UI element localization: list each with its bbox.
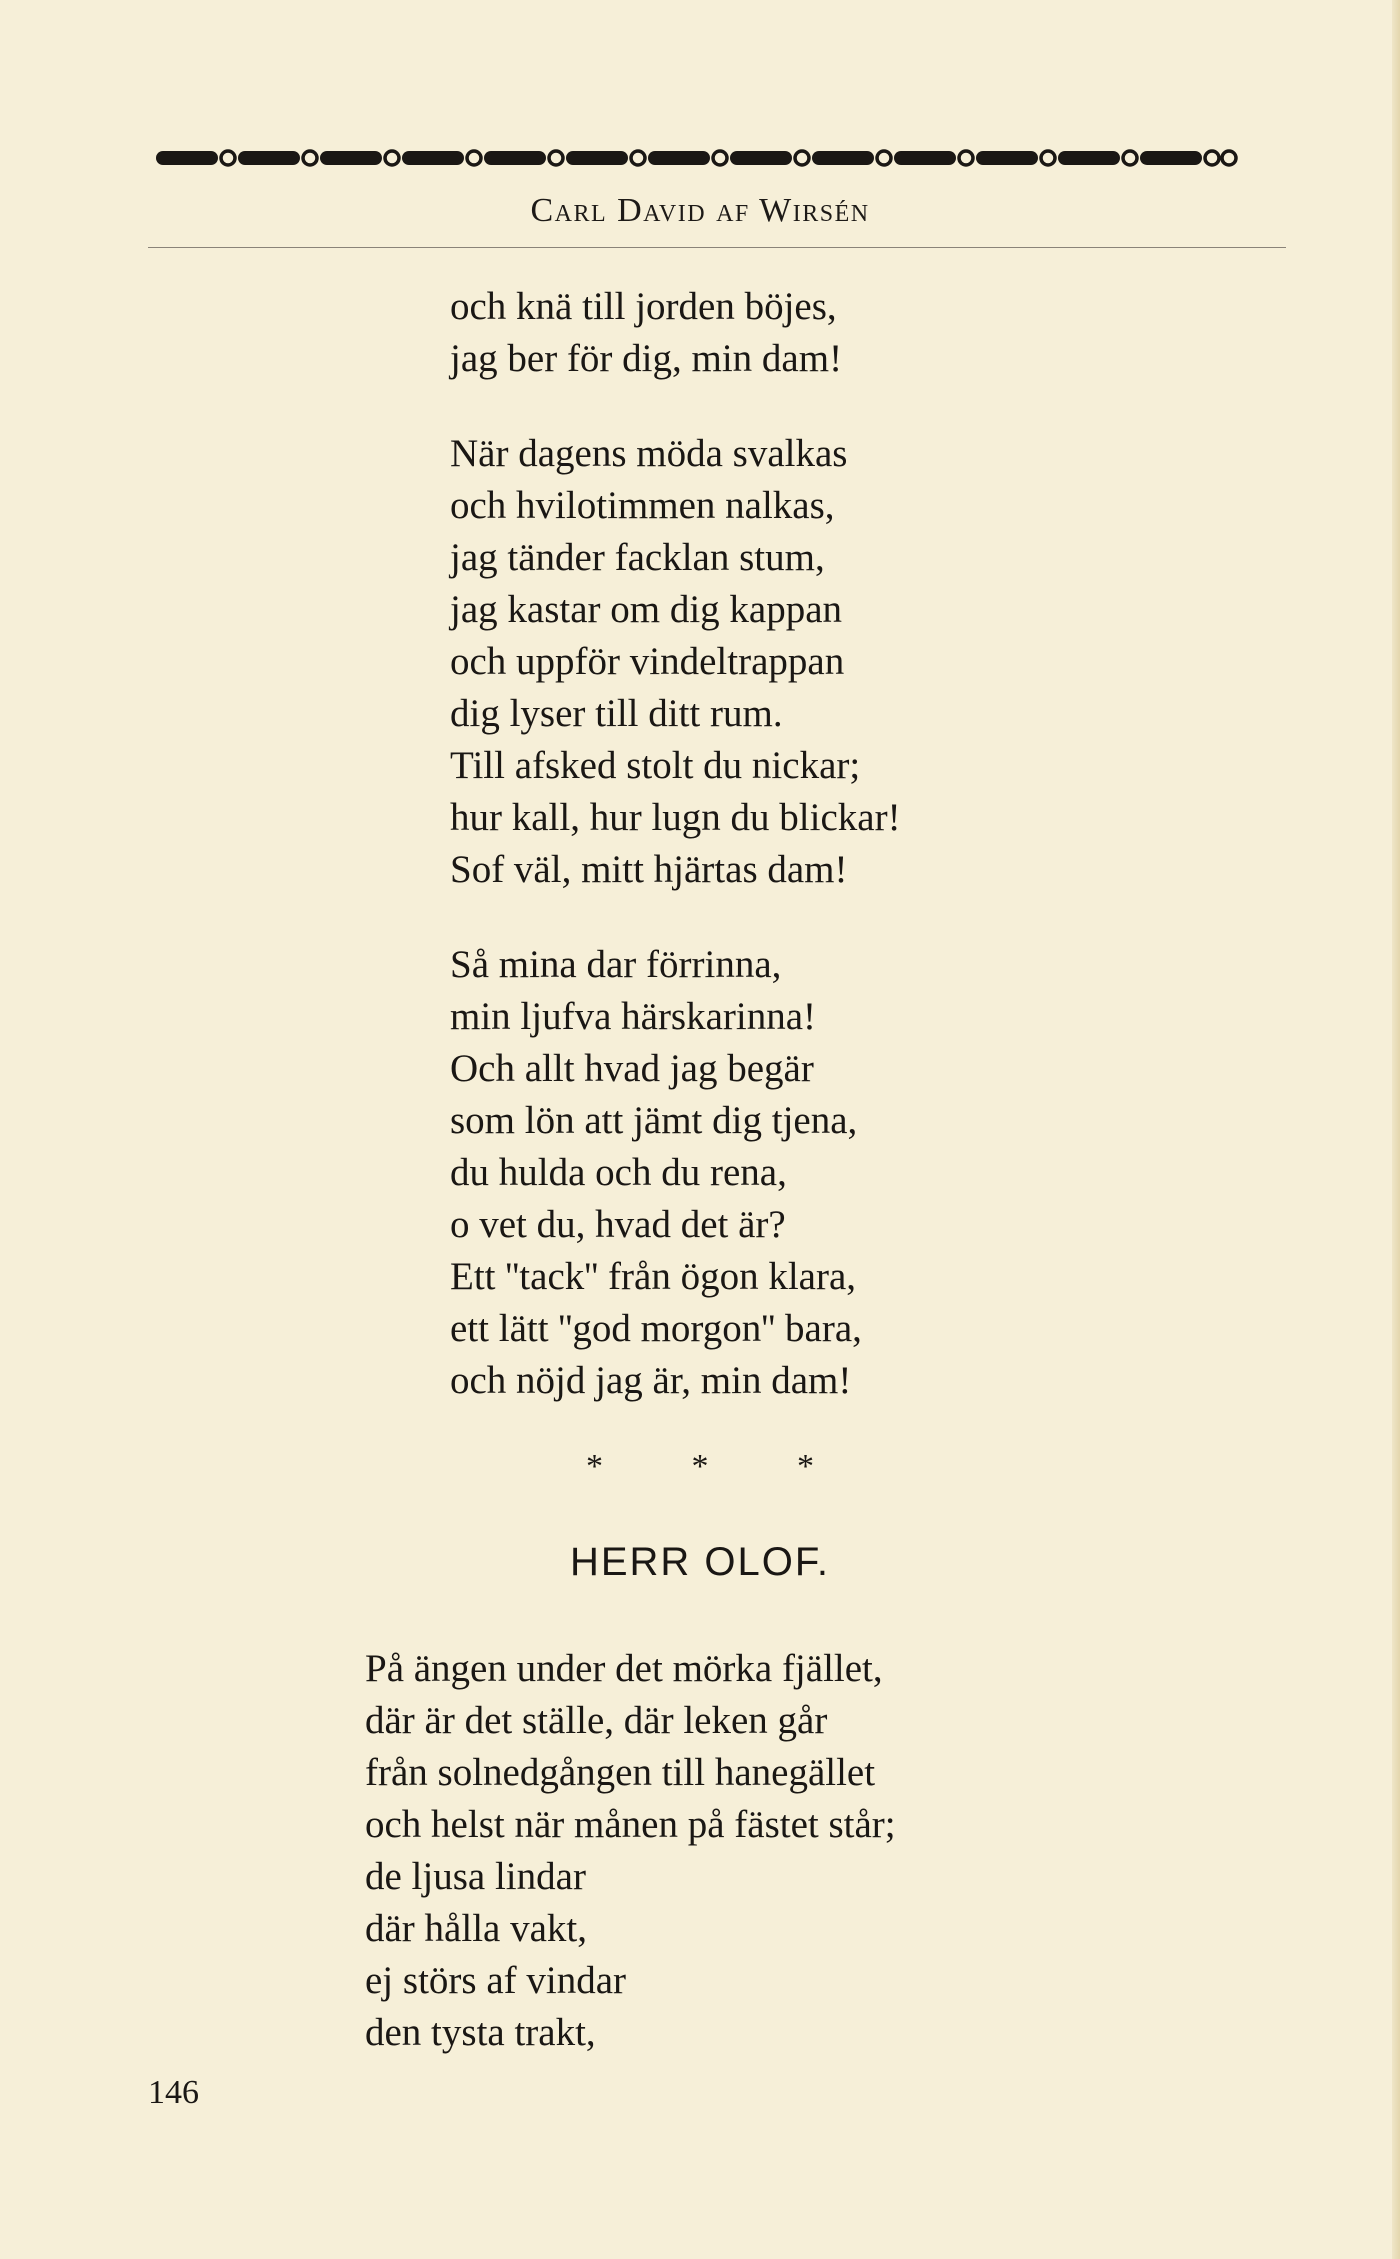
verse-line: jag ber för dig, min dam! bbox=[450, 337, 843, 380]
verse-line: som lön att jämt dig tjena, bbox=[450, 1099, 858, 1142]
chain-link bbox=[320, 151, 382, 165]
chain-ring bbox=[1205, 151, 1219, 165]
running-head: Carl David af Wirsén bbox=[530, 192, 870, 229]
page-number: 146 bbox=[148, 2074, 199, 2111]
verse-line: dig lyser till ditt rum. bbox=[450, 692, 783, 735]
verse-line: från solnedgången till hanegället bbox=[365, 1751, 876, 1794]
chain-ring bbox=[303, 151, 317, 165]
chain-link bbox=[812, 151, 874, 165]
chain-link bbox=[894, 151, 956, 165]
chain-ring bbox=[877, 151, 891, 165]
chain-link bbox=[238, 151, 300, 165]
chain-link bbox=[156, 151, 218, 165]
stanza-2 bbox=[450, 428, 901, 896]
chain-ring bbox=[631, 151, 645, 165]
verse-line: Till afsked stolt du nickar; bbox=[450, 744, 861, 787]
verse-line: ett lätt ''god morgon'' bara, bbox=[450, 1307, 862, 1350]
chain-ring bbox=[385, 151, 399, 165]
verse-line: och helst när månen på fästet står; bbox=[365, 1803, 896, 1846]
chain-ring bbox=[959, 151, 973, 165]
chain-ring bbox=[795, 151, 809, 165]
chain-ring bbox=[467, 151, 481, 165]
verse-line: den tysta trakt, bbox=[365, 2011, 596, 2054]
verse-line: där är det ställe, där leken går bbox=[365, 1699, 828, 1742]
verse-line: där hålla vakt, bbox=[365, 1907, 587, 1950]
verse-line: och uppför vindeltrappan bbox=[450, 640, 845, 683]
chain-ring bbox=[549, 151, 563, 165]
chain-link bbox=[730, 151, 792, 165]
chain-link bbox=[566, 151, 628, 165]
chain-ring bbox=[713, 151, 727, 165]
verse-line: ej störs af vindar bbox=[365, 1959, 627, 2002]
poem-title: HERR OLOF. bbox=[569, 1540, 831, 1584]
verse-line: Sof väl, mitt hjärtas dam! bbox=[450, 848, 848, 891]
chain-link bbox=[1058, 151, 1120, 165]
chain-ring bbox=[1041, 151, 1055, 165]
verse-line: jag tänder facklan stum, bbox=[450, 536, 825, 579]
verse-line: Ett ''tack'' från ögon klara, bbox=[450, 1255, 857, 1298]
chain-link bbox=[1140, 151, 1202, 165]
verse-line: och hvilotimmen nalkas, bbox=[450, 484, 835, 527]
verse-line: de ljusa lindar bbox=[365, 1855, 586, 1898]
chain-ring bbox=[221, 151, 235, 165]
verse-line: o vet du, hvad det är? bbox=[450, 1203, 786, 1246]
page-edge bbox=[1392, 0, 1400, 2259]
stanza-1 bbox=[450, 281, 842, 385]
verse-line: jag kastar om dig kappan bbox=[450, 588, 843, 631]
chain-link bbox=[976, 151, 1038, 165]
verse-line: hur kall, hur lugn du blickar! bbox=[450, 796, 901, 839]
verse-line: Och allt hvad jag begär bbox=[450, 1047, 814, 1090]
chain-link bbox=[402, 151, 464, 165]
chain-ring bbox=[1222, 151, 1236, 165]
stanza-3 bbox=[450, 939, 862, 1407]
verse-line: och knä till jorden böjes, bbox=[450, 285, 837, 328]
chain-link bbox=[648, 151, 710, 165]
verse-line: och nöjd jag är, min dam! bbox=[450, 1359, 852, 1402]
chain-ornament-graphic bbox=[150, 144, 1285, 172]
chain-ring bbox=[1123, 151, 1137, 165]
chain-link bbox=[484, 151, 546, 165]
verse-line: min ljufva härskarinna! bbox=[450, 995, 817, 1038]
verse-line: När dagens möda svalkas bbox=[450, 432, 848, 475]
stanza-herr-olof bbox=[365, 1643, 896, 2059]
verse-line: du hulda och du rena, bbox=[450, 1151, 787, 1194]
header-rule bbox=[148, 247, 1286, 248]
section-separator: * * * bbox=[586, 1448, 854, 1485]
chain-ornament-border bbox=[150, 144, 1285, 172]
verse-line: På ängen under det mörka fjället, bbox=[365, 1647, 883, 1690]
verse-line: Så mina dar förrinna, bbox=[450, 943, 782, 986]
